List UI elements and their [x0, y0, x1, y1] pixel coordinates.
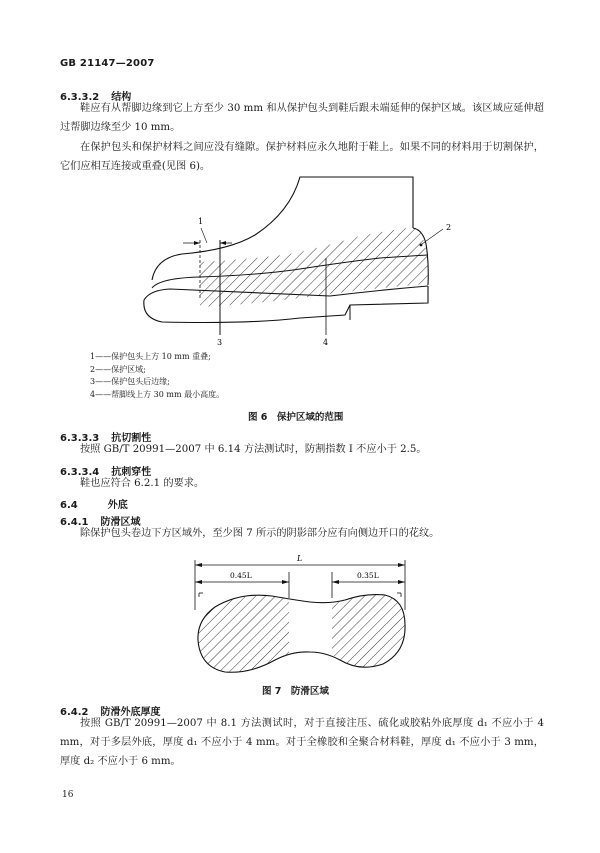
section-title: 外底: [107, 500, 128, 511]
dimension-045L: 0.45L: [230, 571, 252, 580]
dimension-035L: 0.35L: [357, 571, 379, 580]
figure-6-caption: 图 6 保护区域的范围: [248, 412, 344, 423]
paragraph: 按照 GB/T 20991—2007 中 6.14 方法测试时，防割指数 I 不应小于 2.5。: [80, 444, 427, 455]
standard-number: GB 21147—2007: [60, 58, 155, 69]
paragraph: 在保护包头和保护材料之间应没有缝隙。保护材料应永久地附于鞋上。如果不同的材料用于切割保护，它们应相互连接或重叠(见图 6)。: [60, 142, 544, 172]
paragraph: 按照 GB/T 20991—2007 中 8.1 方法测试时，对于直接注压、硫化或胶粘外底厚度 d₁ 不应小于 4 mm，对于多层外底，厚度 d₁ 不应小于 4 mm。对于全橡胶和全聚合材料鞋，厚度 d₁ 不应小于 3 mm，厚度 d₂ 不应小于 6 mm。: [60, 718, 544, 767]
section-number: 6.3.3.3: [60, 433, 100, 444]
callout-4: 4: [323, 338, 329, 347]
section-title: 防滑区域: [100, 517, 141, 528]
figure-6-legend: [90, 351, 224, 401]
section-title: 结构: [111, 92, 132, 103]
legend-item: 4——帮脚线上方 30 mm 最小高度。: [90, 389, 225, 399]
section-number: 6.3.3.2: [60, 92, 100, 103]
callout-1: 1: [198, 217, 204, 226]
section-6-4-heading: [60, 496, 128, 511]
legend-item: 1——保护包头上方 10 mm 重叠;: [90, 352, 211, 361]
figure-7-caption: 图 7 防滑区域: [262, 686, 329, 697]
callout-2: 2: [446, 223, 452, 232]
section-title: 防滑外底厚度: [100, 707, 161, 718]
section-number: 6.4: [60, 500, 78, 511]
page-number: 16: [62, 790, 74, 800]
section-title: 抗切割性: [111, 433, 152, 444]
section-number: 6.4.1: [60, 517, 89, 528]
figure-7-outsole-diagram: [180, 550, 420, 685]
section-number: 6.4.2: [60, 707, 89, 718]
dimension-L: L: [297, 554, 303, 563]
legend-item: 2——保护区域;: [90, 364, 146, 374]
paragraph: 鞋应有从帮脚边缘到它上方至少 30 mm 和从保护包头到鞋后跟未端延伸的保护区域。该区域应延伸超过帮脚边缘至少 10 mm。: [60, 103, 544, 133]
figure-6-shoe-diagram: [130, 175, 470, 355]
paragraph: 除保护包头卷边下方区域外，至少图 7 所示的阴影部分应有向侧边开口的花纹。: [80, 528, 440, 539]
callout-3: 3: [217, 338, 223, 347]
legend-item: 3——保护包头后边缘;: [90, 377, 170, 386]
section-number: 6.3.3.4: [60, 467, 100, 478]
paragraph: 鞋也应符合 6.2.1 的要求。: [80, 478, 205, 489]
forepart-slip-area: [198, 595, 289, 672]
section-title: 抗刺穿性: [111, 467, 152, 478]
